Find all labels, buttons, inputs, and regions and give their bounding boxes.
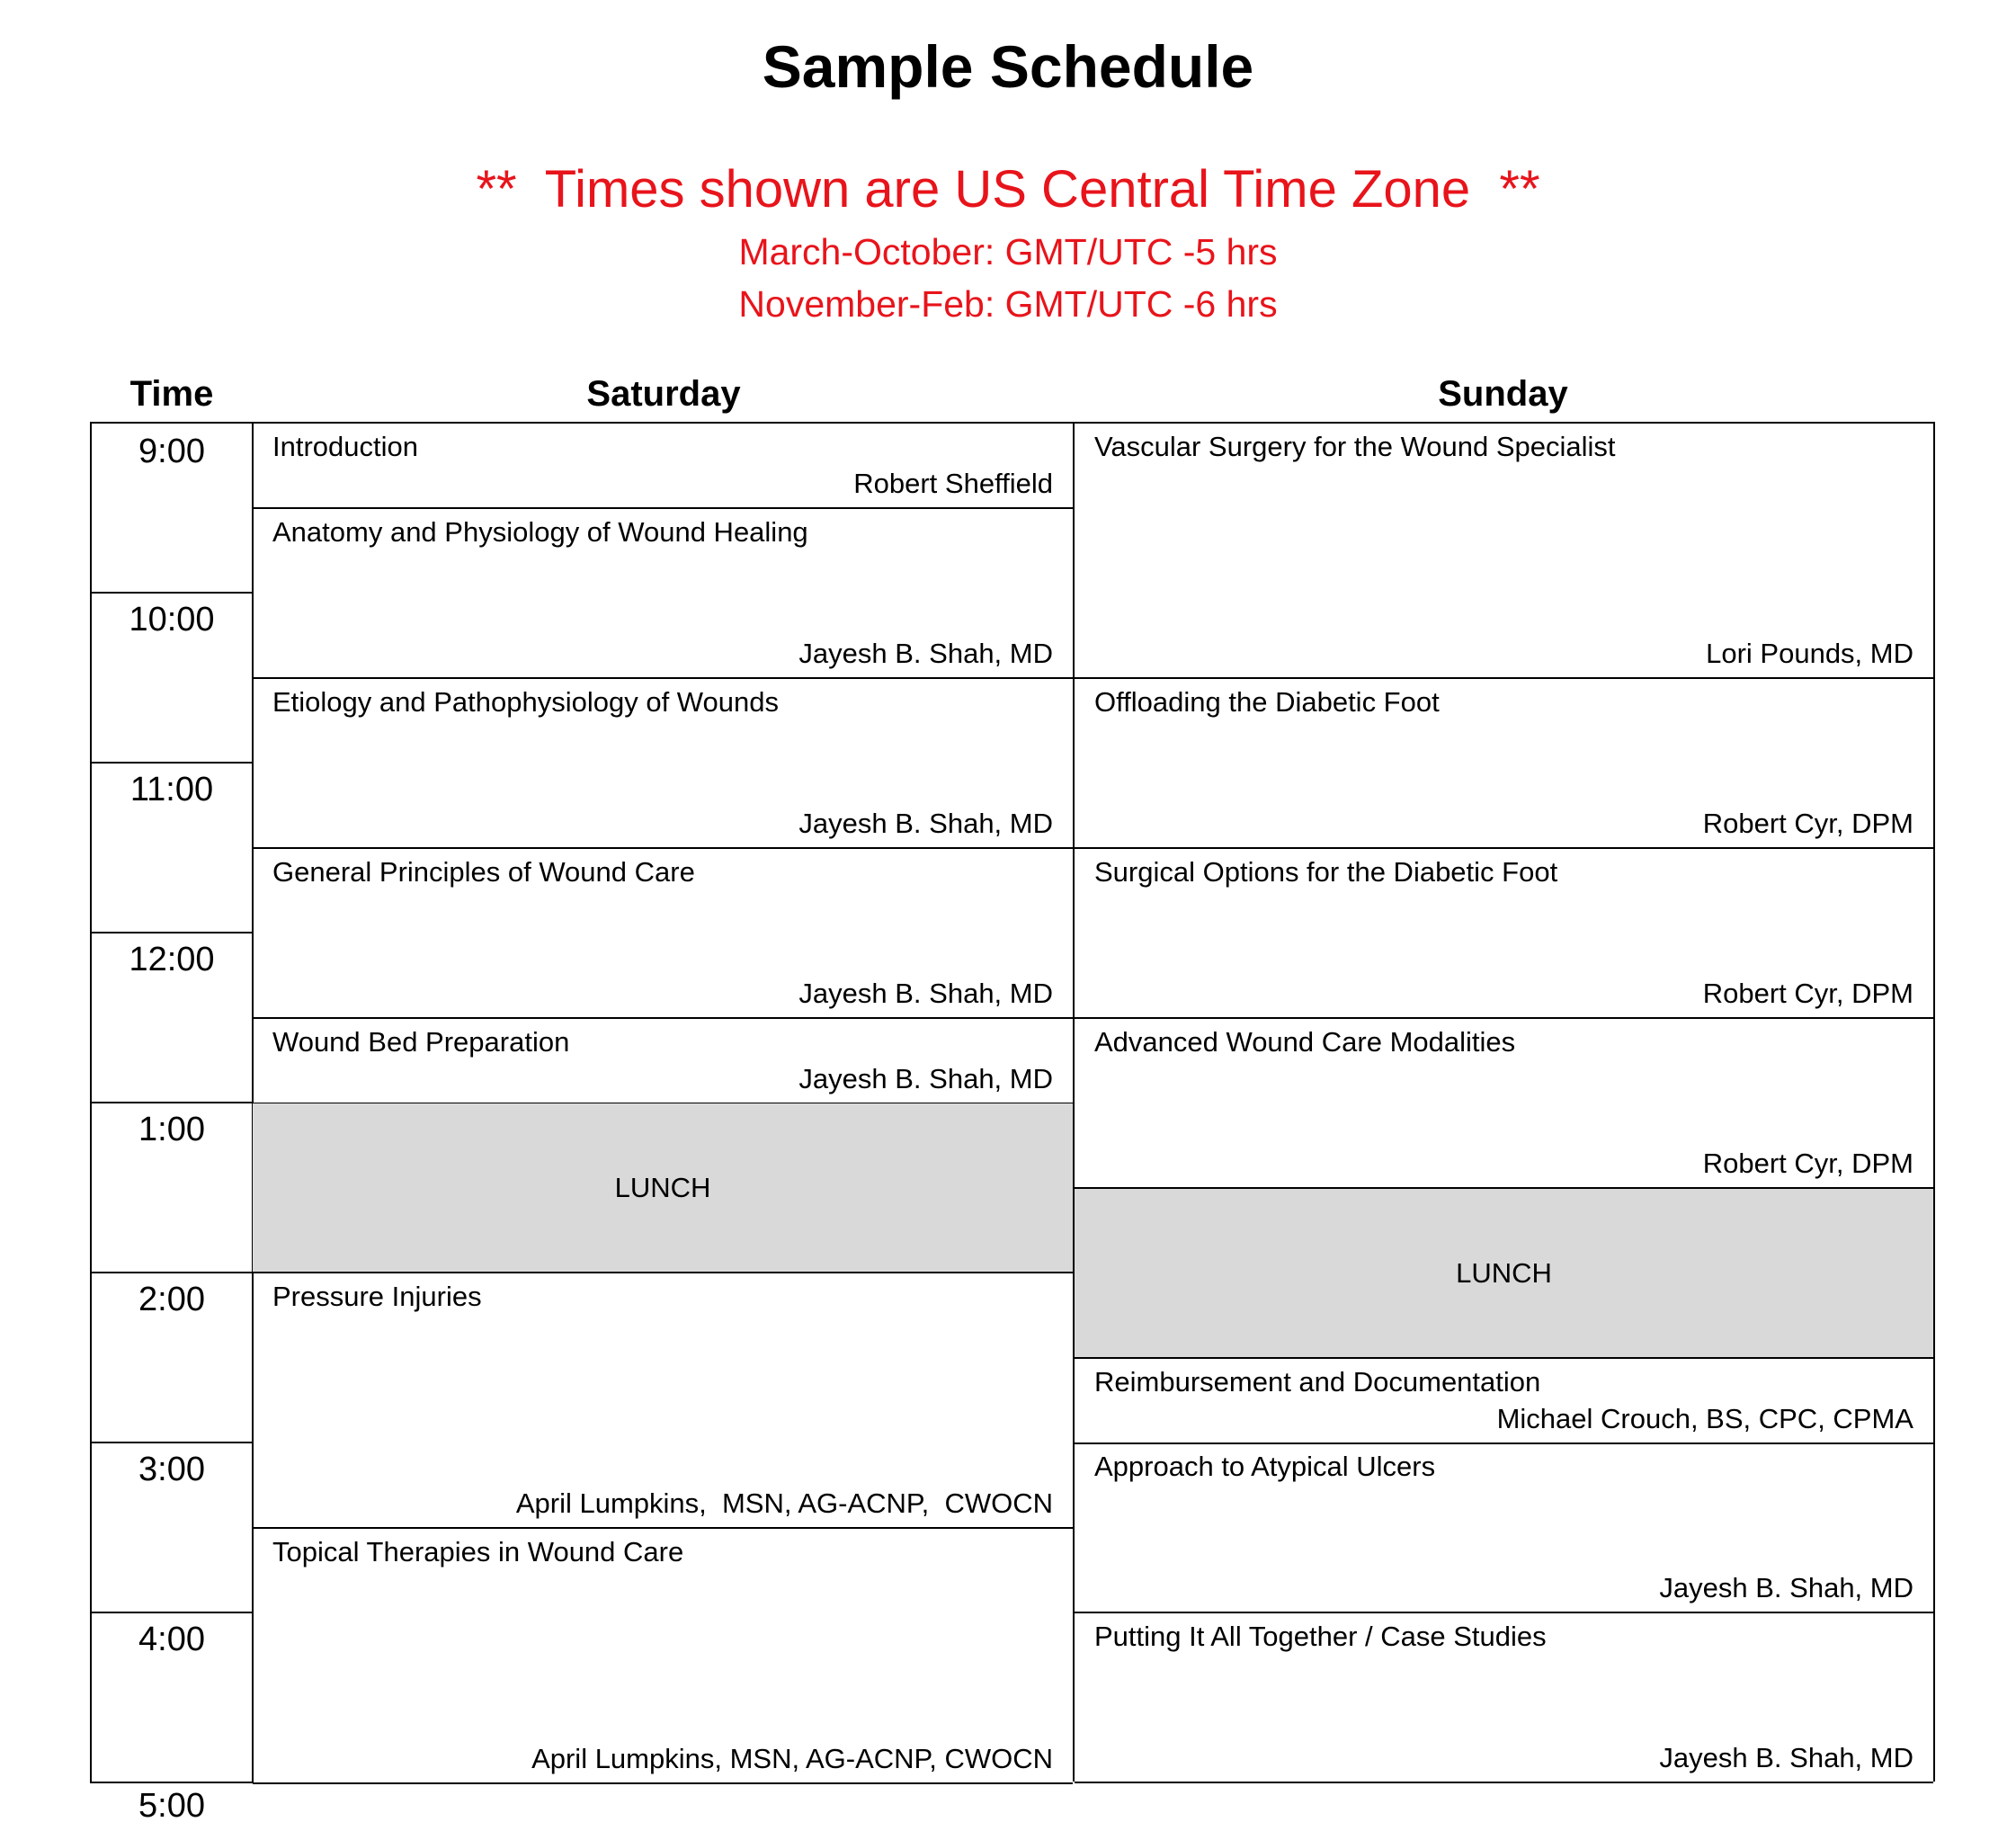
session-block (253, 1273, 1073, 1529)
session-speaker: Jayesh B. Shah, MD (1659, 1742, 1913, 1773)
time-slot-label: 4:00 (138, 1621, 205, 1658)
time-slot-label: 1:00 (138, 1111, 205, 1148)
session-title: Etiology and Pathophysiology of Wounds (272, 686, 779, 718)
timezone-dst-note: March-October: GMT/UTC -5 hrs (738, 231, 1278, 272)
session-speaker: Jayesh B. Shah, MD (798, 978, 1053, 1009)
session-title: Wound Bed Preparation (272, 1026, 570, 1058)
time-slot-label: 2:00 (138, 1281, 205, 1318)
session-speaker: April Lumpkins, MSN, AG-ACNP, CWOCN (531, 1743, 1053, 1774)
session-speaker: Lori Pounds, MD (1706, 638, 1913, 669)
page-title: Sample Schedule (762, 33, 1254, 100)
session-title: Anatomy and Physiology of Wound Healing (272, 516, 808, 548)
time-slot (90, 762, 254, 933)
lunch-label: LUNCH (1456, 1256, 1552, 1289)
session-block (253, 679, 1073, 849)
time-slot-label: 11:00 (129, 771, 214, 808)
session-block (1075, 1613, 1933, 1783)
session-block (1075, 1359, 1933, 1444)
time-slot (90, 1612, 254, 1783)
timezone-standard-note: November-Feb: GMT/UTC -6 hrs (738, 283, 1278, 325)
lunch-block (1075, 1189, 1933, 1359)
sunday-column-header: Sunday (1438, 374, 1568, 414)
time-slot (90, 422, 254, 594)
session-speaker: Jayesh B. Shah, MD (798, 1063, 1053, 1094)
session-title: Surgical Options for the Diabetic Foot (1094, 856, 1558, 888)
session-block (1075, 849, 1933, 1019)
time-slot (90, 932, 254, 1103)
session-title: General Principles of Wound Care (272, 856, 695, 888)
session-speaker: Jayesh B. Shah, MD (798, 638, 1053, 669)
time-slot-label: 9:00 (138, 433, 205, 470)
session-speaker: Robert Sheffield (853, 468, 1053, 499)
session-title: Vascular Surgery for the Wound Specialist (1094, 431, 1616, 462)
time-slot (90, 592, 254, 764)
timezone-notice: ** Times shown are US Central Time Zone ** (476, 160, 1540, 219)
session-title: Advanced Wound Care Modalities (1094, 1026, 1516, 1058)
sunday-column (1073, 422, 1935, 1782)
time-slot-label: 12:00 (129, 941, 215, 978)
time-slot (90, 1272, 254, 1443)
session-block (1075, 424, 1933, 679)
session-title: Putting It All Together / Case Studies (1094, 1621, 1547, 1652)
session-block (253, 849, 1073, 1019)
session-block (253, 1019, 1073, 1104)
session-block (1075, 1443, 1933, 1613)
session-speaker: Robert Cyr, DPM (1702, 1148, 1913, 1179)
session-speaker: Jayesh B. Shah, MD (798, 808, 1053, 839)
session-speaker: April Lumpkins, MSN, AG-ACNP, CWOCN (515, 1487, 1053, 1519)
time-column-header: Time (129, 374, 214, 414)
session-block (253, 424, 1073, 509)
session-title: Topical Therapies in Wound Care (272, 1536, 684, 1568)
session-title: Approach to Atypical Ulcers (1094, 1451, 1436, 1482)
lunch-block (253, 1103, 1073, 1273)
time-column (90, 422, 254, 1780)
saturday-column-header: Saturday (586, 374, 741, 414)
session-title: Offloading the Diabetic Foot (1094, 686, 1440, 718)
session-title: Reimbursement and Documentation (1094, 1366, 1541, 1398)
session-speaker: Michael Crouch, BS, CPC, CPMA (1496, 1403, 1913, 1434)
session-speaker: Robert Cyr, DPM (1702, 808, 1913, 839)
time-slot-label: 10:00 (129, 601, 215, 639)
saturday-column (253, 422, 1075, 1782)
session-speaker: Jayesh B. Shah, MD (1659, 1572, 1913, 1603)
time-slot (90, 1102, 254, 1273)
session-title: Pressure Injuries (272, 1281, 482, 1312)
session-block (1075, 1019, 1933, 1189)
time-slot-label: 3:00 (138, 1451, 205, 1488)
end-time-label: 5:00 (138, 1787, 205, 1825)
lunch-label: LUNCH (614, 1171, 711, 1203)
session-title: Introduction (272, 431, 418, 462)
session-block (253, 1529, 1073, 1784)
session-speaker: Robert Cyr, DPM (1702, 978, 1913, 1009)
session-block (1075, 679, 1933, 849)
session-block (253, 509, 1073, 679)
time-slot (90, 1442, 254, 1613)
